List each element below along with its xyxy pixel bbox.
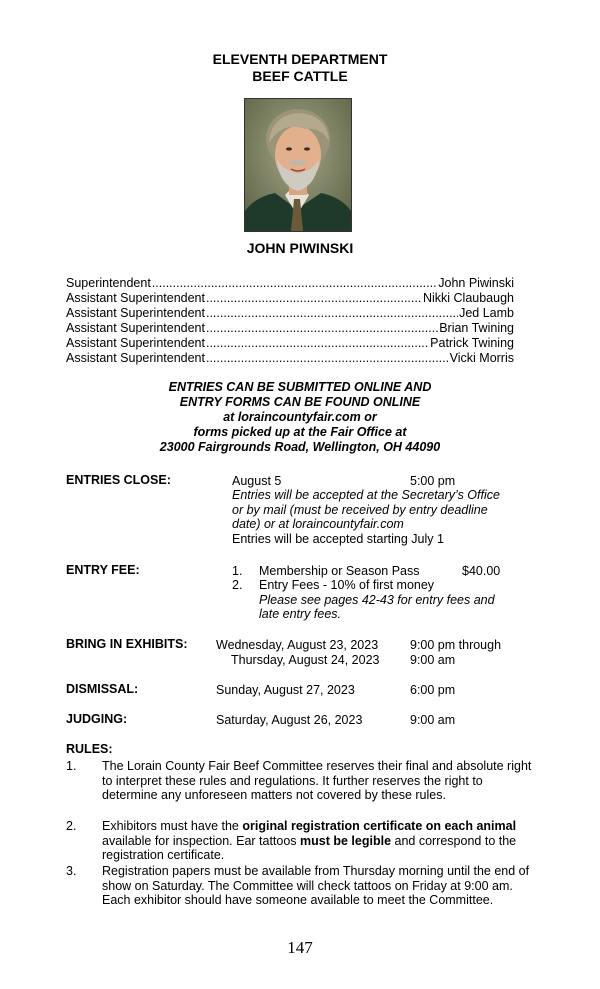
fee-item-amount: $40.00 bbox=[462, 564, 501, 578]
notice-line: at loraincountyfair.com or bbox=[223, 410, 377, 424]
staff-row bbox=[66, 336, 514, 351]
superintendent-photo bbox=[244, 98, 352, 232]
rule-text-part: available for inspection. Ear tattoos bbox=[102, 833, 301, 848]
rule-text: The Lorain County Fair Beef Committee reserves their final and absolute right to interpret these rules and regulations. It further reserves the right to determine any unforeseen matters not covered by these rules. bbox=[102, 759, 532, 802]
rule-text-part: Exhibitors must have the bbox=[102, 819, 243, 833]
bring-in-date: Wednesday, August 23, 2023 bbox=[216, 638, 379, 652]
rule-text-emphasis: must be legible bbox=[300, 833, 392, 848]
judging-time: 9:00 am bbox=[410, 713, 456, 727]
rule-item bbox=[66, 819, 536, 863]
notice-line: ENTRIES CAN BE SUBMITTED ONLINE AND bbox=[168, 380, 432, 394]
dot-leader bbox=[206, 306, 458, 321]
dismissal-date: Sunday, August 27, 2023 bbox=[216, 683, 355, 697]
rule-text: Registration papers must be available from Thursday morning until the end of show on Saturday. The Committee will check tattoos on Friday at 9:00 am. Each exhibitor should have someone available to meet the Committee. bbox=[102, 864, 530, 907]
fee-item-number: 1. bbox=[232, 564, 243, 578]
notice-line: forms picked up at the Fair Office at bbox=[193, 425, 407, 439]
photo-caption: JOHN PIWINSKI bbox=[246, 240, 354, 256]
bring-in-time: 9:00 am bbox=[410, 653, 456, 667]
staff-role: Assistant Superintendent bbox=[66, 321, 205, 335]
bring-in-label: BRING IN EXHIBITS: bbox=[66, 637, 188, 651]
fee-note: late entry fees. bbox=[259, 607, 341, 621]
staff-name: Jed Lamb bbox=[459, 306, 514, 320]
portrait-illustration bbox=[245, 99, 351, 231]
staff-role: Assistant Superintendent bbox=[66, 336, 205, 350]
staff-name: Brian Twining bbox=[439, 321, 514, 335]
staff-role: Assistant Superintendent bbox=[66, 306, 205, 320]
entries-start-note: Entries will be accepted starting July 1 bbox=[232, 532, 444, 546]
rule-number: 3. bbox=[66, 864, 77, 878]
staff-row bbox=[66, 291, 514, 306]
notice-line: 23000 Fairgrounds Road, Wellington, OH 44090 bbox=[159, 440, 441, 454]
staff-role: Superintendent bbox=[66, 276, 151, 290]
dismissal-label: DISMISSAL: bbox=[66, 682, 139, 696]
fee-note: Please see pages 42-43 for entry fees and bbox=[259, 593, 495, 607]
staff-name: Patrick Twining bbox=[430, 336, 514, 350]
rule-number: 2. bbox=[66, 819, 77, 833]
entries-notice bbox=[0, 380, 600, 455]
judging-date: Saturday, August 26, 2023 bbox=[216, 713, 363, 727]
department-line: ELEVENTH DEPARTMENT bbox=[212, 51, 388, 67]
dot-leader bbox=[152, 276, 437, 291]
staff-list bbox=[66, 276, 514, 366]
staff-name: Nikki Claubaugh bbox=[422, 291, 514, 305]
bring-in-date: Thursday, August 24, 2023 bbox=[231, 653, 380, 667]
staff-row bbox=[66, 276, 514, 291]
staff-name: John Piwinski bbox=[438, 276, 514, 290]
page-number: 147 bbox=[287, 938, 313, 957]
rule-text-part: and correspond to the registration certificate. bbox=[102, 833, 517, 862]
staff-name: Vicki Morris bbox=[449, 351, 514, 365]
rule-text-emphasis: original registration certificate on each animal bbox=[242, 819, 517, 833]
staff-row bbox=[66, 321, 514, 336]
staff-role: Assistant Superintendent bbox=[66, 291, 205, 305]
rule-text bbox=[102, 819, 536, 863]
judging-label: JUDGING: bbox=[66, 712, 128, 726]
rules-title: RULES: bbox=[66, 742, 113, 756]
dot-leader bbox=[206, 336, 429, 351]
fee-item-text: Membership or Season Pass bbox=[259, 564, 420, 578]
department-subtitle: BEEF CATTLE bbox=[252, 68, 348, 84]
entries-close-date: August 5 bbox=[232, 474, 282, 488]
staff-row bbox=[66, 351, 514, 366]
entries-close-note: Entries will be accepted at the Secretary’s Office bbox=[232, 488, 500, 502]
rule-item bbox=[66, 864, 536, 908]
entries-close-note: date) or at loraincountyfair.com bbox=[232, 517, 404, 531]
rule-item bbox=[66, 759, 536, 803]
rule-number: 1. bbox=[66, 759, 77, 773]
dot-leader bbox=[206, 351, 449, 366]
staff-role: Assistant Superintendent bbox=[66, 351, 205, 365]
department-title bbox=[0, 51, 600, 85]
dismissal-time: 6:00 pm bbox=[410, 683, 456, 697]
entries-close-time: 5:00 pm bbox=[410, 474, 456, 488]
entries-close-note: or by mail (must be received by entry deadline bbox=[232, 503, 488, 517]
entry-fee-label: ENTRY FEE: bbox=[66, 563, 140, 577]
dot-leader bbox=[206, 321, 438, 336]
fee-item-text: Entry Fees - 10% of first money bbox=[259, 578, 435, 592]
entries-close-label: ENTRIES CLOSE: bbox=[66, 473, 171, 487]
notice-line: ENTRY FORMS CAN BE FOUND ONLINE bbox=[179, 395, 421, 409]
staff-row bbox=[66, 306, 514, 321]
bring-in-time: 9:00 pm through bbox=[410, 638, 502, 652]
dot-leader bbox=[206, 291, 422, 306]
fee-item-number: 2. bbox=[232, 578, 243, 592]
